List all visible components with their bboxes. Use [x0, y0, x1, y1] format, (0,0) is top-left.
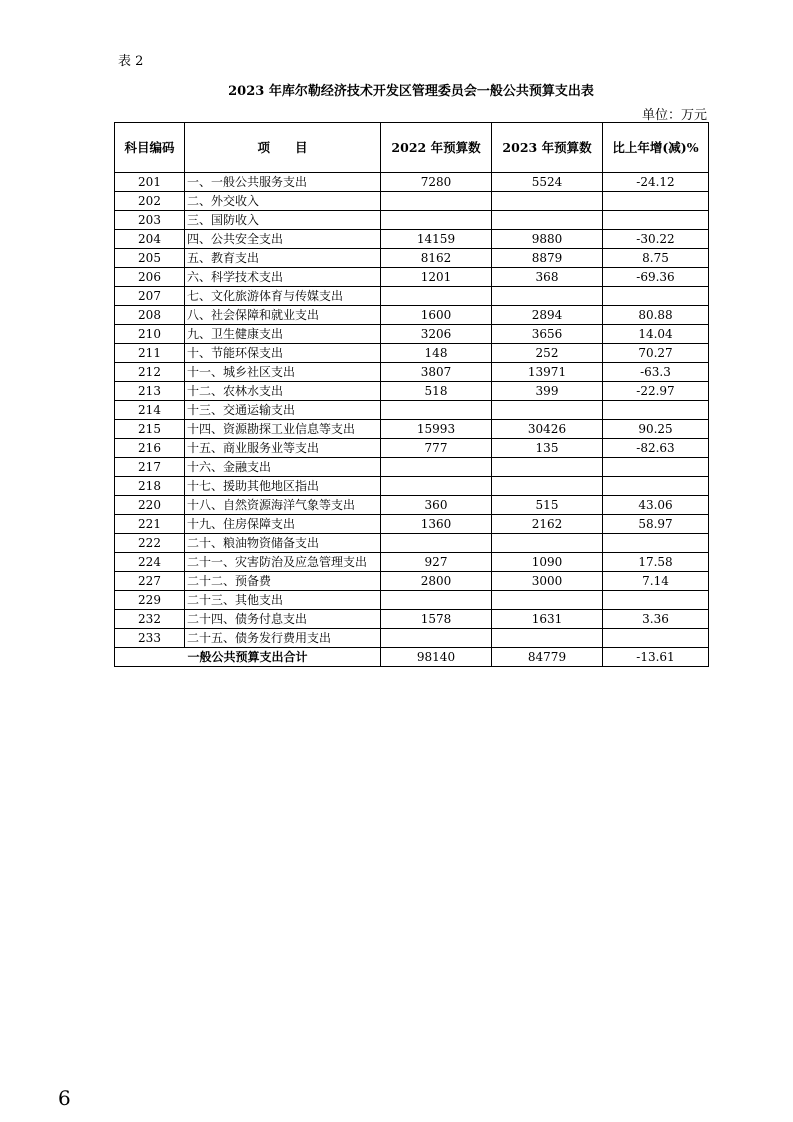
- row-code: 222: [115, 534, 185, 553]
- row-change: [603, 287, 709, 306]
- row-code: 213: [115, 382, 185, 401]
- row-budget-2023: 1631: [492, 610, 603, 629]
- row-budget-2023: 3656: [492, 325, 603, 344]
- row-budget-2023: 3000: [492, 572, 603, 591]
- row-budget-2022: 148: [381, 344, 492, 363]
- row-budget-2023: 13971: [492, 363, 603, 382]
- row-change: [603, 629, 709, 648]
- table-row: [115, 553, 709, 572]
- row-code: 201: [115, 173, 185, 192]
- row-budget-2023: [492, 477, 603, 496]
- row-code: 207: [115, 287, 185, 306]
- row-item: 十八、自然资源海洋气象等支出: [185, 496, 381, 515]
- header-budget-2023: 2023 年预算数: [492, 123, 603, 173]
- row-code: 218: [115, 477, 185, 496]
- unit-label: 单位：万元: [641, 108, 707, 123]
- row-code: 229: [115, 591, 185, 610]
- row-item: 二十三、其他支出: [185, 591, 381, 610]
- row-code: 211: [115, 344, 185, 363]
- table-row: [115, 420, 709, 439]
- row-budget-2022: 518: [381, 382, 492, 401]
- row-item: 二十五、债务发行费用支出: [185, 629, 381, 648]
- row-code: 210: [115, 325, 185, 344]
- table-row: [115, 458, 709, 477]
- row-budget-2022: 777: [381, 439, 492, 458]
- table-row: [115, 268, 709, 287]
- document-title: 2023 年库尔勒经济技术开发区管理委员会一般公共预算支出表: [228, 84, 594, 99]
- table-row: [115, 363, 709, 382]
- row-change: [603, 192, 709, 211]
- row-budget-2023: 1090: [492, 553, 603, 572]
- row-budget-2023: 2162: [492, 515, 603, 534]
- row-item: 七、文化旅游体育与传媒支出: [185, 287, 381, 306]
- row-budget-2023: 515: [492, 496, 603, 515]
- row-change: 43.06: [603, 496, 709, 515]
- row-item: 十三、交通运输支出: [185, 401, 381, 420]
- row-budget-2023: 252: [492, 344, 603, 363]
- row-item: 九、卫生健康支出: [185, 325, 381, 344]
- row-code: 204: [115, 230, 185, 249]
- row-item: 四、公共安全支出: [185, 230, 381, 249]
- row-budget-2022: 3206: [381, 325, 492, 344]
- header-code: 科目编码: [115, 123, 185, 173]
- row-item: 八、社会保障和就业支出: [185, 306, 381, 325]
- header-budget-2022: 2022 年预算数: [381, 123, 492, 173]
- row-budget-2022: 2800: [381, 572, 492, 591]
- total-budget-2022: 98140: [381, 648, 492, 667]
- row-budget-2022: [381, 591, 492, 610]
- table-row: [115, 382, 709, 401]
- row-budget-2023: [492, 287, 603, 306]
- row-change: [603, 401, 709, 420]
- row-budget-2022: 1360: [381, 515, 492, 534]
- table-row: [115, 610, 709, 629]
- row-item: 五、教育支出: [185, 249, 381, 268]
- table-row: [115, 496, 709, 515]
- row-item: 十六、金融支出: [185, 458, 381, 477]
- table-row: [115, 401, 709, 420]
- table-label: 表 2: [118, 54, 144, 69]
- row-budget-2022: 14159: [381, 230, 492, 249]
- row-budget-2022: [381, 287, 492, 306]
- row-item: 二十、粮油物资储备支出: [185, 534, 381, 553]
- row-budget-2023: [492, 192, 603, 211]
- row-code: 214: [115, 401, 185, 420]
- row-code: 216: [115, 439, 185, 458]
- row-code: 203: [115, 211, 185, 230]
- row-budget-2022: [381, 211, 492, 230]
- row-change: [603, 477, 709, 496]
- row-budget-2022: 3807: [381, 363, 492, 382]
- table-row: [115, 325, 709, 344]
- row-code: 232: [115, 610, 185, 629]
- row-change: -24.12: [603, 173, 709, 192]
- row-change: [603, 458, 709, 477]
- row-budget-2022: [381, 477, 492, 496]
- total-label: 一般公共预算支出合计: [115, 648, 381, 667]
- total-row: [115, 648, 709, 667]
- table-row: [115, 306, 709, 325]
- row-change: 7.14: [603, 572, 709, 591]
- row-item: 十七、援助其他地区指出: [185, 477, 381, 496]
- row-budget-2023: 2894: [492, 306, 603, 325]
- table-row: [115, 515, 709, 534]
- table-row: [115, 287, 709, 306]
- row-budget-2022: 1578: [381, 610, 492, 629]
- row-budget-2022: [381, 629, 492, 648]
- row-budget-2023: 5524: [492, 173, 603, 192]
- row-item: 二十一、灾害防治及应急管理支出: [185, 553, 381, 572]
- row-item: 二十二、预备费: [185, 572, 381, 591]
- row-code: 224: [115, 553, 185, 572]
- row-change: -63.3: [603, 363, 709, 382]
- header-item: 项 目: [185, 123, 381, 173]
- row-change: 3.36: [603, 610, 709, 629]
- row-item: 六、科学技术支出: [185, 268, 381, 287]
- row-item: 一、一般公共服务支出: [185, 173, 381, 192]
- row-item: 二、外交收入: [185, 192, 381, 211]
- row-code: 215: [115, 420, 185, 439]
- row-budget-2022: 8162: [381, 249, 492, 268]
- table-row: [115, 173, 709, 192]
- table-row: [115, 439, 709, 458]
- row-change: 58.97: [603, 515, 709, 534]
- row-budget-2023: 8879: [492, 249, 603, 268]
- table-row: [115, 249, 709, 268]
- row-code: 202: [115, 192, 185, 211]
- row-change: -22.97: [603, 382, 709, 401]
- row-change: 8.75: [603, 249, 709, 268]
- table-row: [115, 534, 709, 553]
- row-budget-2022: 15993: [381, 420, 492, 439]
- total-change: -13.61: [603, 648, 709, 667]
- table-header-row: [115, 123, 709, 173]
- row-budget-2023: 9880: [492, 230, 603, 249]
- row-change: [603, 591, 709, 610]
- row-budget-2023: [492, 401, 603, 420]
- row-code: 212: [115, 363, 185, 382]
- row-change: 14.04: [603, 325, 709, 344]
- row-code: 220: [115, 496, 185, 515]
- row-change: 17.58: [603, 553, 709, 572]
- row-budget-2022: 927: [381, 553, 492, 572]
- table-row: [115, 572, 709, 591]
- row-change: -82.63: [603, 439, 709, 458]
- total-budget-2023: 84779: [492, 648, 603, 667]
- row-budget-2022: 7280: [381, 173, 492, 192]
- table-row: [115, 192, 709, 211]
- row-item: 十、节能环保支出: [185, 344, 381, 363]
- table-row: [115, 629, 709, 648]
- row-budget-2022: [381, 534, 492, 553]
- row-budget-2022: 1600: [381, 306, 492, 325]
- row-change: 90.25: [603, 420, 709, 439]
- row-item: 十一、城乡社区支出: [185, 363, 381, 382]
- row-budget-2023: [492, 534, 603, 553]
- table-row: [115, 211, 709, 230]
- row-item: 十九、住房保障支出: [185, 515, 381, 534]
- row-item: 三、国防收入: [185, 211, 381, 230]
- row-budget-2022: 360: [381, 496, 492, 515]
- row-change: -30.22: [603, 230, 709, 249]
- table-row: [115, 230, 709, 249]
- row-code: 217: [115, 458, 185, 477]
- row-code: 233: [115, 629, 185, 648]
- row-change: -69.36: [603, 268, 709, 287]
- row-item: 十四、资源勘探工业信息等支出: [185, 420, 381, 439]
- row-budget-2023: [492, 629, 603, 648]
- row-budget-2023: 399: [492, 382, 603, 401]
- table-row: [115, 477, 709, 496]
- table-body: [115, 173, 709, 648]
- row-change: [603, 211, 709, 230]
- row-budget-2022: [381, 401, 492, 420]
- row-budget-2023: 368: [492, 268, 603, 287]
- row-code: 205: [115, 249, 185, 268]
- row-budget-2022: [381, 458, 492, 477]
- row-change: 80.88: [603, 306, 709, 325]
- row-budget-2022: 1201: [381, 268, 492, 287]
- row-budget-2022: [381, 192, 492, 211]
- row-budget-2023: [492, 591, 603, 610]
- table-row: [115, 344, 709, 363]
- row-code: 208: [115, 306, 185, 325]
- row-code: 221: [115, 515, 185, 534]
- header-change: 比上年增(减)%: [603, 123, 709, 173]
- row-item: 十二、农林水支出: [185, 382, 381, 401]
- row-budget-2023: [492, 211, 603, 230]
- row-budget-2023: 30426: [492, 420, 603, 439]
- budget-expenditure-table: [114, 122, 709, 667]
- row-code: 206: [115, 268, 185, 287]
- page-number: 6: [58, 1086, 71, 1110]
- table-row: [115, 591, 709, 610]
- row-change: [603, 534, 709, 553]
- row-budget-2023: [492, 458, 603, 477]
- row-item: 二十四、债务付息支出: [185, 610, 381, 629]
- row-budget-2023: 135: [492, 439, 603, 458]
- row-item: 十五、商业服务业等支出: [185, 439, 381, 458]
- row-code: 227: [115, 572, 185, 591]
- row-change: 70.27: [603, 344, 709, 363]
